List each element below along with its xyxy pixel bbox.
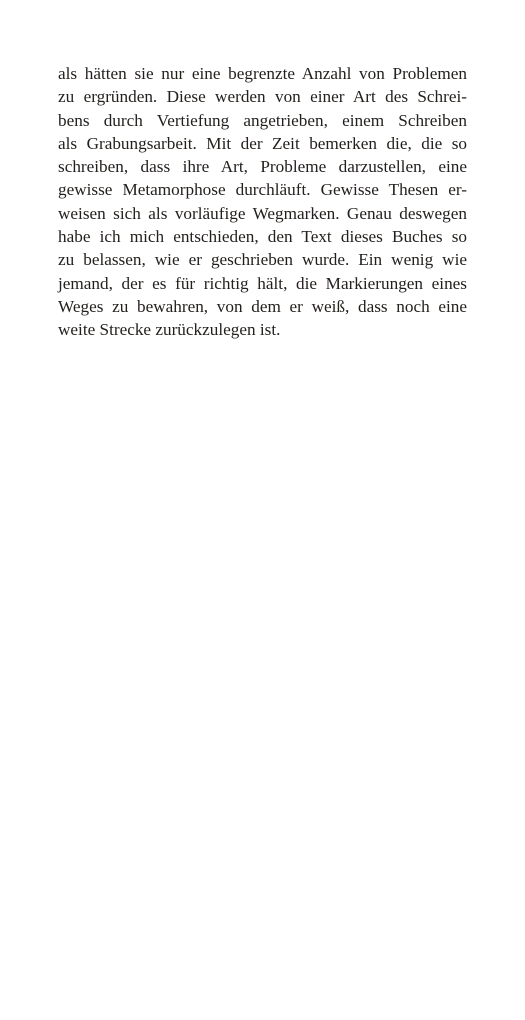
- text-line: weisen sich als vorläufige Wegmarken. Genau deswegen: [58, 203, 467, 223]
- text-line: gewisse Metamorphose durchläuft. Gewisse Thesen er-: [58, 180, 467, 200]
- text-line: habe ich mich entschieden, den Text dieses Buches so: [58, 227, 467, 247]
- text-line: Weges zu bewahren, von dem er weiß, dass noch eine: [58, 296, 467, 316]
- text-line: bens durch Vertiefung angetrieben, einem Schreiben: [58, 110, 467, 130]
- text-line: zu belassen, wie er geschrieben wurde. Ein wenig wie: [58, 250, 467, 270]
- text-line: schreiben, dass ihre Art, Probleme darzustellen, eine: [58, 157, 467, 177]
- text-line: zu ergründen. Diese werden von einer Art des Schrei-: [58, 87, 467, 107]
- text-line: weite Strecke zurückzulegen ist.: [58, 320, 281, 340]
- text-line: als hätten sie nur eine begrenzte Anzahl von Problemen: [58, 64, 467, 83]
- text-line: als Grabungsarbeit. Mit der Zeit bemerken die, die so: [58, 133, 467, 153]
- text-line: jemand, der es für richtig hält, die Markierungen eines: [58, 273, 467, 293]
- body-text: [58, 62, 467, 342]
